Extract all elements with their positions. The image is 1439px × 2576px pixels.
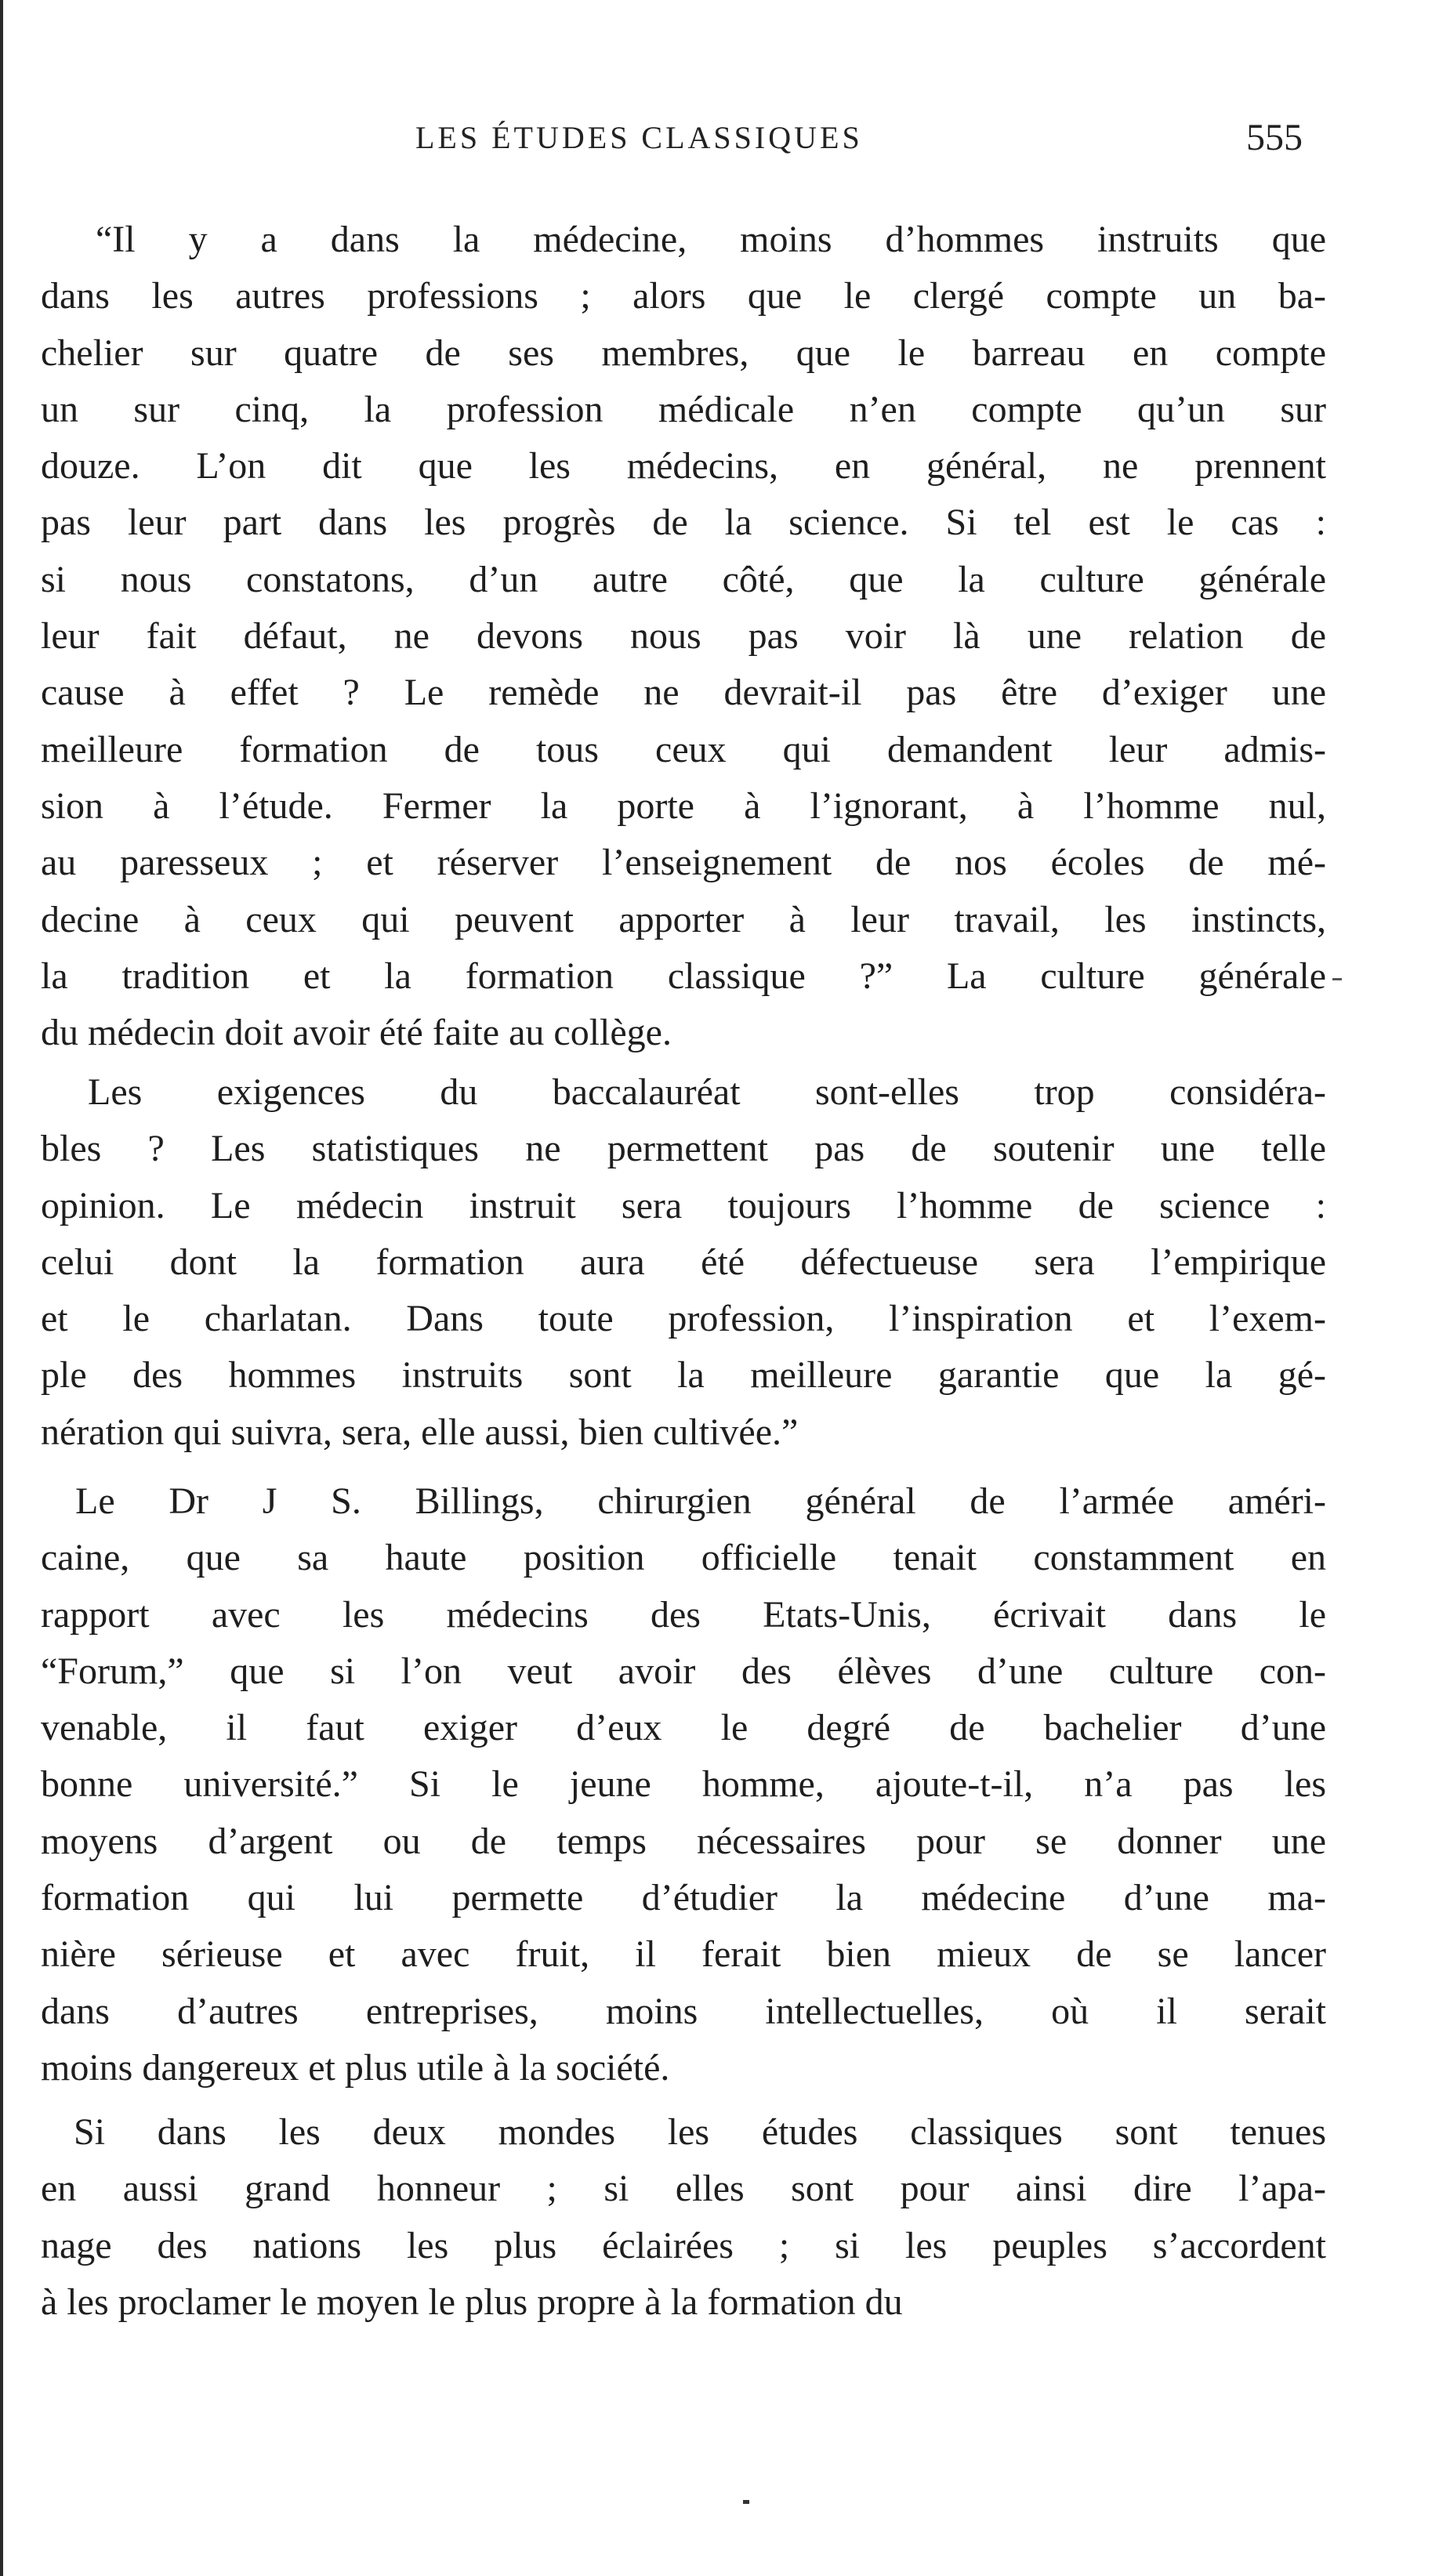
text-line: pas leur part dans les progrès de la science. Si tel est le cas : <box>41 502 1326 544</box>
text-line: un sur cinq, la profession médicale n’en compte qu’un sur <box>41 388 1326 430</box>
text-line: ple des hommes instruits sont la meilleure garantie que la gé- <box>41 1354 1326 1397</box>
text-line: formation qui lui permette d’étudier la médecine d’une ma- <box>41 1877 1326 1919</box>
text-line: meilleure formation de tous ceux qui demandent leur admis- <box>41 728 1326 770</box>
text-line: la tradition et la formation classique ?” La culture générale <box>41 955 1326 997</box>
paragraph-4 <box>41 2104 1326 2331</box>
text-line: moyens d’argent ou de temps nécessaires pour se donner une <box>41 1820 1326 1862</box>
text-line: bles ? Les statistiques ne permettent pas de soutenir une telle <box>41 1128 1326 1170</box>
running-title: LES ÉTUDES CLASSIQUES <box>415 120 863 155</box>
paragraph-3 <box>41 1473 1326 2096</box>
margin-mark <box>1332 978 1342 980</box>
text-line: “Forum,” que si l’on veut avoir des élèves d’une culture con- <box>41 1650 1326 1692</box>
text-line: cause à effet ? Le remède ne devrait-il pas être d’exiger une <box>41 672 1326 714</box>
text-line: bonne université.” Si le jeune homme, ajoute-t-il, n’a pas les <box>41 1763 1326 1806</box>
text-line: “Il y a dans la médecine, moins d’hommes instruits que <box>96 219 1326 260</box>
text-line: Les exigences du baccalauréat sont-elles trop considéra- <box>88 1071 1326 1113</box>
text-line: au paresseux ; et réserver l’enseignement de nos écoles de mé- <box>41 842 1326 884</box>
text-line: Le Dr J S. Billings, chirurgien général de l’armée améri- <box>75 1480 1326 1522</box>
text-line: moins dangereux et plus utile à la société. <box>41 2046 670 2089</box>
text-line: nière sérieuse et avec fruit, il ferait bien mieux de se lancer <box>41 1933 1326 1976</box>
text-line: nage des nations les plus éclairées ; si les peuples s’accordent <box>41 2224 1326 2266</box>
text-line: en aussi grand honneur ; si elles sont pour ainsi dire l’apa- <box>41 2168 1326 2210</box>
page-edge-rule <box>0 0 3 2576</box>
text-line: caine, que sa haute position officielle tenait constamment en <box>41 1537 1326 1579</box>
text-line: à les proclamer le moyen le plus propre à la formation du <box>41 2281 903 2323</box>
paragraph-2 <box>41 1064 1326 1461</box>
text-line: venable, il faut exiger d’eux le degré de bachelier d’une <box>41 1707 1326 1749</box>
text-line: opinion. Le médecin instruit sera toujours l’homme de science : <box>41 1184 1326 1226</box>
text-line: celui dont la formation aura été défectueuse sera l’empirique <box>41 1241 1326 1283</box>
text-line: leur fait défaut, ne devons nous pas voir là une relation de <box>41 615 1326 658</box>
footer-mark <box>743 2500 749 2504</box>
text-line: et le charlatan. Dans toute profession, l’inspiration et l’exem- <box>41 1298 1326 1340</box>
text-line: sion à l’étude. Fermer la porte à l’ignorant, à l’homme nul, <box>41 784 1326 827</box>
page-number: 555 <box>1246 117 1303 158</box>
text-line: chelier sur quatre de ses membres, que le barreau en compte <box>41 332 1326 374</box>
text-line: du médecin doit avoir été faite au collège. <box>41 1012 672 1054</box>
text-line: nération qui suivra, sera, elle aussi, bien cultivée.” <box>41 1411 799 1453</box>
text-line: decine à ceux qui peuvent apporter à leur travail, les instincts, <box>41 898 1326 940</box>
text-line: douze. L’on dit que les médecins, en général, ne prennent <box>41 445 1326 487</box>
text-line: Si dans les deux mondes les études classiques sont tenues <box>74 2111 1326 2153</box>
text-line: rapport avec les médecins des Etats-Unis, écrivait dans le <box>41 1593 1326 1636</box>
paragraph-1 <box>41 212 1326 1061</box>
text-line: si nous constatons, d’un autre côté, que la culture générale <box>41 558 1326 600</box>
text-line: dans les autres professions ; alors que le clergé compte un ba- <box>41 275 1326 317</box>
text-line: dans d’autres entreprises, moins intellectuelles, où il serait <box>41 1990 1326 2032</box>
